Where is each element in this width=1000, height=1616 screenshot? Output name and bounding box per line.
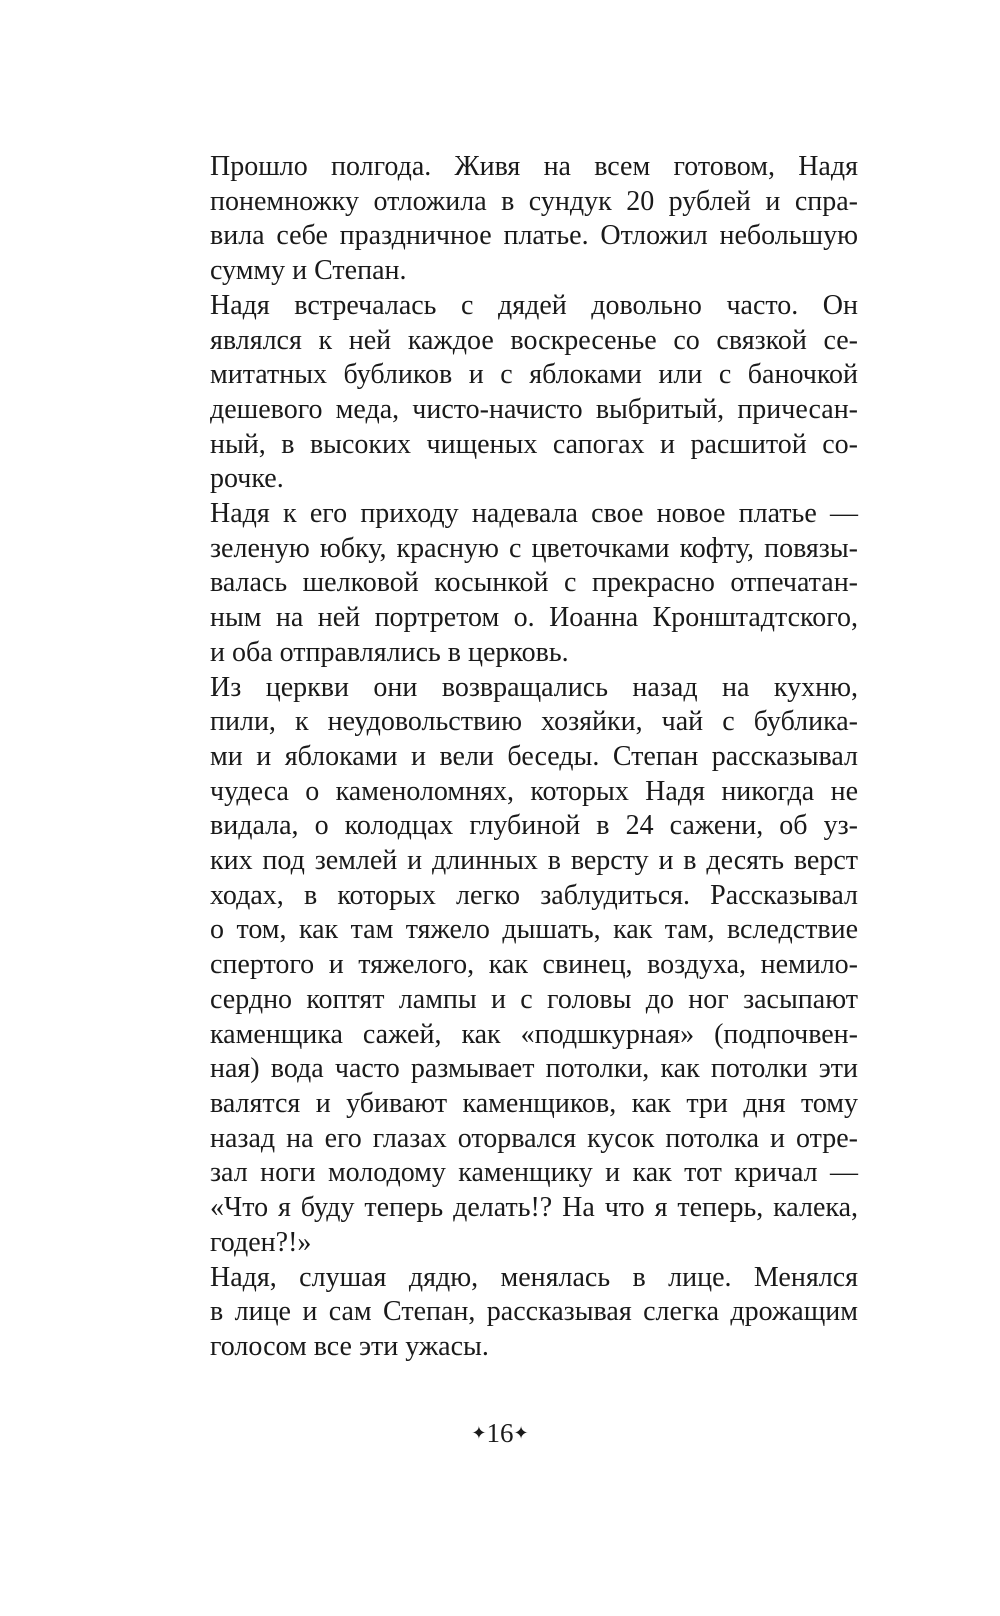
text-line: сердно коптят лампы и с головы до ног засыпают — [210, 983, 858, 1015]
text-line: назад на его глазах оторвался кусок потолка и отре- — [210, 1122, 858, 1154]
text-line: чудеса о каменоломнях, которых Надя никогда не — [210, 775, 858, 807]
text-line: Надя, слушая дядю, менялась в лице. Менялся — [210, 1261, 858, 1293]
text-line: видала, о колодцах глубиной в 24 сажени, об уз- — [210, 810, 858, 842]
left-ornament-icon: ✦ — [471, 1423, 487, 1443]
page-body — [170, 150, 858, 1365]
paragraph — [170, 150, 858, 289]
paragraph — [170, 289, 858, 497]
text-line: ких под землей и длинных в версту и в десять верст — [210, 845, 858, 877]
text-line: являлся к ней каждое воскресенье со связкой се- — [210, 324, 858, 356]
text-line: «Что я буду теперь делать!? На что я теперь, калека, — [210, 1192, 858, 1224]
text-line: вила себе праздничное платье. Отложил небольшую — [210, 220, 858, 252]
text-line: Из церкви они возвращались назад на кухню, — [210, 671, 858, 703]
text-line: Прошло полгода. Живя на всем готовом, Надя — [210, 151, 858, 182]
text-line: зеленую юбку, красную с цветочками кофту, повязы- — [210, 532, 858, 564]
paragraph — [170, 671, 858, 1261]
text-line: митатных бубликов и с яблоками или с баночкой — [210, 359, 858, 391]
right-ornament-icon: ✦ — [513, 1423, 529, 1443]
text-line: годен?!» — [210, 1226, 312, 1258]
page-number: 16 — [486, 1418, 514, 1448]
text-line: пили, к неудовольствию хозяйки, чай с бублика- — [210, 706, 858, 738]
text-line: и оба отправлялись в церковь. — [210, 636, 569, 668]
text-line: дешевого меда, чисто-начисто выбритый, причесан- — [210, 393, 858, 425]
paragraph — [170, 1261, 858, 1365]
text-line: в лице и сам Степан, рассказывая слегка дрожащим — [210, 1296, 858, 1328]
text-line: сумму и Степан. — [210, 255, 407, 287]
text-line: ный, в высоких чищеных сапогах и расшитой со- — [210, 428, 858, 460]
text-line: Надя встречалась с дядей довольно часто. Он — [210, 289, 858, 321]
text-line: зал ноги молодому каменщику и как тот кричал — — [210, 1157, 858, 1189]
text-line: о том, как там тяжело дышать, как там, вследствие — [210, 914, 858, 946]
text-line: ным на ней портретом о. Иоанна Кронштадтского, — [210, 602, 858, 634]
text-line: ходах, в которых легко заблудиться. Рассказывал — [210, 879, 858, 911]
paragraph — [170, 497, 858, 671]
text-line: валась шелковой косынкой с прекрасно отпечатан- — [210, 567, 858, 599]
page-footer — [0, 1418, 1000, 1449]
text-line: понемножку отложила в сундук 20 рублей и спра- — [210, 185, 858, 217]
text-line: Надя к его приходу надевала свое новое платье — — [210, 498, 858, 530]
text-line: рочке. — [210, 463, 284, 495]
text-line: ми и яблоками и вели беседы. Степан рассказывал — [210, 740, 858, 772]
text-line: ная) вода часто размывает потолки, как потолки эти — [210, 1053, 858, 1085]
text-line: валятся и убивают каменщиков, как три дня тому — [210, 1087, 858, 1119]
text-line: голосом все эти ужасы. — [210, 1330, 489, 1362]
text-line: спертого и тяжелого, как свинец, воздуха, немило- — [210, 949, 858, 981]
text-line: каменщика сажей, как «подшкурная» (подпочвен- — [210, 1018, 858, 1050]
